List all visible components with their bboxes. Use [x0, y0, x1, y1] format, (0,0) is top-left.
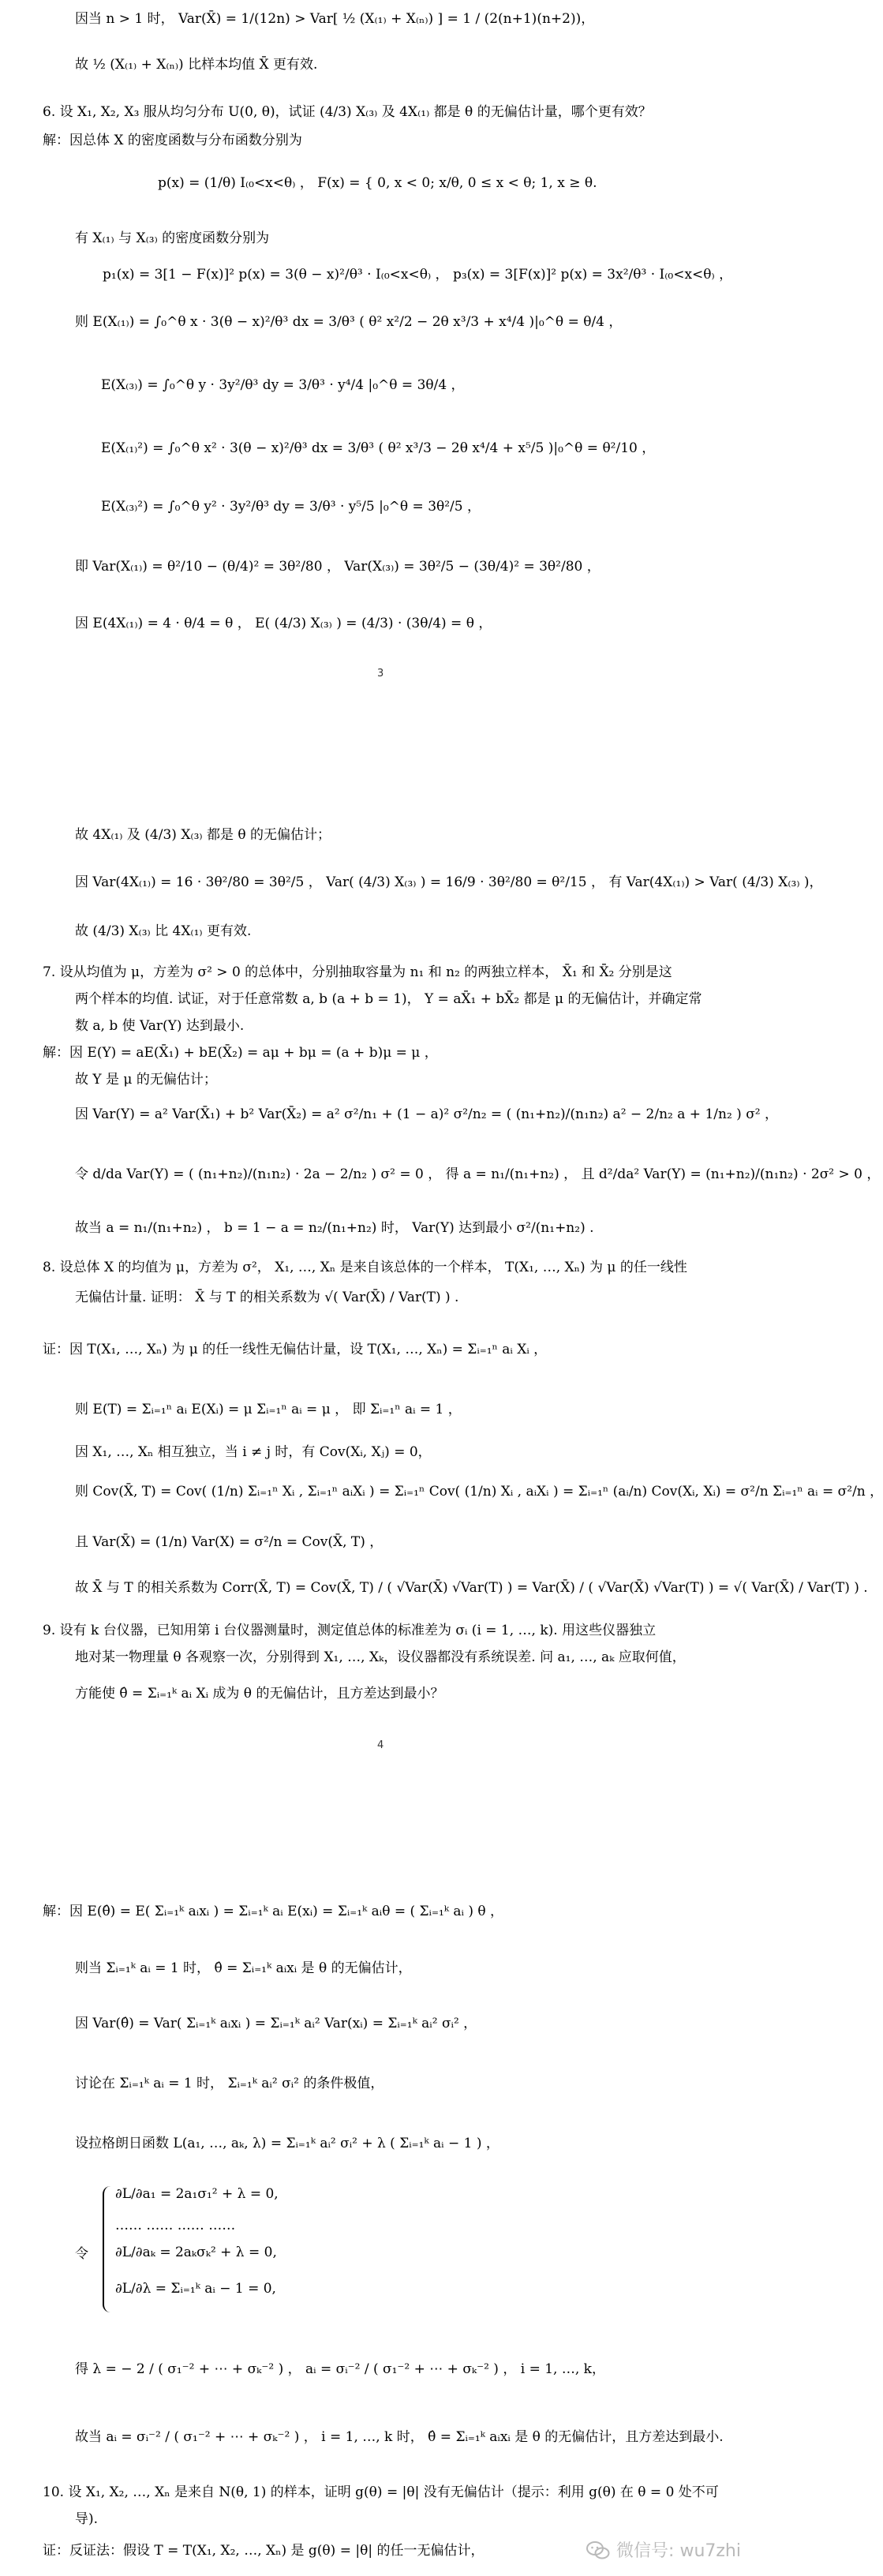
formula-line: 则 E(T) = Σᵢ₌₁ⁿ aᵢ E(Xᵢ) = μ Σᵢ₌₁ⁿ aᵢ = μ ， 即 Σᵢ₌₁ⁿ aᵢ = 1 ， [75, 1402, 462, 1417]
solution-text: 故 Y 是 μ 的无偏估计； [75, 1072, 217, 1088]
wechat-icon [586, 2540, 610, 2561]
formula-line: 得 λ = − 2 / ( σ₁⁻² + ⋯ + σₖ⁻² ) ， aᵢ = σᵢ⁻² / ( σ₁⁻² + ⋯ + σₖ⁻² ) ， i = 1, …, k， [75, 2361, 605, 2377]
formula-line: 因 E(4X₍₁₎) = 4 · θ/4 = θ ， E( (4/3) X₍₃₎ ) = (4/3) · (3θ/4) = θ ， [75, 616, 492, 631]
formula-line: 且 Var(X̄) = (1/n) Var(X) = σ²/n = Cov(X̄, T) ， [75, 1534, 384, 1550]
equation-system [103, 2186, 279, 2312]
formula-line: E(X₍₃₎) = ∫₀^θ y · 3y²/θ³ dy = 3/θ³ · y⁴/4 |₀^θ = 3θ/4 ， [101, 377, 465, 393]
page-number: 4 [377, 1739, 384, 1751]
text-line: 因当 n > 1 时， Var(X̄) = 1/(12n) > Var[ ½ (X₍₁₎ + X₍ₙ₎) ] = 1 / (2(n+1)(n+2))， [75, 11, 595, 27]
formula-line: 则 Cov(X̄, T) = Cov( (1/n) Σᵢ₌₁ⁿ Xᵢ , Σᵢ₌₁ⁿ aᵢXᵢ ) = Σᵢ₌₁ⁿ Cov( (1/n) Xᵢ , aᵢXᵢ ) = Σᵢ₌₁ⁿ (aᵢ/n) Cov(Xᵢ, Xᵢ) = σ²/n Σᵢ₌₁ⁿ aᵢ = σ²/n ， [75, 1484, 883, 1500]
question-10: 10. 设 X₁, X₂, …, Xₙ 是来自 N(θ, 1) 的样本，证明 g(θ) = |θ| 没有无偏估计（提示：利用 g(θ) 在 θ = 0 处不可 [43, 2484, 719, 2500]
question-7: 两个样本的均值. 试证，对于任意常数 a, b (a + b = 1)， Y = aX̄₁ + bX̄₂ 都是 μ 的无偏估计，并确定常 [75, 991, 702, 1007]
solution-text: 解：因 E(Y) = aE(X̄₁) + bE(X̄₂) = aμ + bμ = (a + b)μ = μ ， [43, 1045, 438, 1061]
formula-line: 设拉格朗日函数 L(a₁, …, aₖ, λ) = Σᵢ₌₁ᵏ aᵢ² σᵢ² + λ ( Σᵢ₌₁ᵏ aᵢ − 1 ) ， [75, 2136, 499, 2151]
page-number: 3 [377, 668, 384, 680]
solution-text: 解：因 E(θ̂) = E( Σᵢ₌₁ᵏ aᵢxᵢ ) = Σᵢ₌₁ᵏ aᵢ E(xᵢ) = Σᵢ₌₁ᵏ aᵢθ = ( Σᵢ₌₁ᵏ aᵢ ) θ ， [43, 1904, 503, 1919]
question-7: 7. 设从均值为 μ，方差为 σ² > 0 的总体中，分别抽取容量为 n₁ 和 n₂ 的两独立样本， X̄₁ 和 X̄₂ 分别是这 [43, 964, 672, 980]
text-line: 故 ½ (X₍₁₎ + X₍ₙ₎) 比样本均值 X̄ 更有效. [75, 57, 318, 73]
formula-line: 则 E(X₍₁₎) = ∫₀^θ x · 3(θ − x)²/θ³ dx = 3/θ³ ( θ² x²/2 − 2θ x³/3 + x⁴/4 )|₀^θ = θ/4 ， [75, 314, 623, 330]
equation: ∂L/∂λ = Σᵢ₌₁ᵏ aᵢ − 1 = 0, [115, 2281, 276, 2297]
text-line: 故 (4/3) X₍₃₎ 比 4X₍₁₎ 更有效. [75, 923, 252, 939]
formula-line: 令 d/da Var(Y) = ( (n₁+n₂)/(n₁n₂) · 2a − 2/n₂ ) σ² = 0 ， 得 a = n₁/(n₁+n₂) ， 且 d²/da² Var(Y) = (n₁+n₂)/(n₁n₂) · 2σ² > 0 ， [75, 1166, 881, 1182]
question-6: 6. 设 X₁, X₂, X₃ 服从均匀分布 U(0, θ)，试证 (4/3) X₍₃₎ 及 4X₍₁₎ 都是 θ 的无偏估计量，哪个更有效？ [43, 104, 652, 120]
solution-text: 有 X₍₁₎ 与 X₍₃₎ 的密度函数分别为 [75, 230, 270, 246]
formula-line: 讨论在 Σᵢ₌₁ᵏ aᵢ = 1 时， Σᵢ₌₁ᵏ aᵢ² σᵢ² 的条件极值， [75, 2076, 384, 2091]
formula-line: 因 Var(Y) = a² Var(X̄₁) + b² Var(X̄₂) = a² σ²/n₁ + (1 − a)² σ²/n₂ = ( (n₁+n₂)/(n₁n₂) a² − 2/n₂ a + 1/n₂ ) σ² ， [75, 1106, 779, 1122]
formula-line: p(x) = (1/θ) I₍₀<x<θ₎ ， F(x) = { 0, x < 0; x/θ, 0 ≤ x < θ; 1, x ≥ θ. [158, 175, 597, 191]
formula-line: 故当 aᵢ = σᵢ⁻² / ( σ₁⁻² + ⋯ + σₖ⁻² ) ， i = 1, …, k 时， θ̂ = Σᵢ₌₁ᵏ aᵢxᵢ 是 θ 的无偏估计，且方差达到最小. [75, 2429, 724, 2445]
question-8: 8. 设总体 X 的均值为 μ，方差为 σ²， X₁, …, Xₙ 是来自该总体的一个样本， T(X₁, …, Xₙ) 为 μ 的任一线性 [43, 1260, 687, 1275]
text-line: 故 4X₍₁₎ 及 (4/3) X₍₃₎ 都是 θ 的无偏估计； [75, 827, 331, 843]
formula-line: 因 Var(θ̂) = Var( Σᵢ₌₁ᵏ aᵢxᵢ ) = Σᵢ₌₁ᵏ aᵢ² Var(xᵢ) = Σᵢ₌₁ᵏ aᵢ² σᵢ² ， [75, 2016, 477, 2031]
text-line: 因 X₁, …, Xₙ 相互独立，当 i ≠ j 时，有 Cov(Xᵢ, Xⱼ) = 0， [75, 1444, 432, 1460]
formula-line: 即 Var(X₍₁₎) = θ²/10 − (θ/4)² = 3θ²/80 ， Var(X₍₃₎) = 3θ²/5 − (3θ/4)² = 3θ²/80 ， [75, 559, 601, 575]
proof-text: 证：因 T(X₁, …, Xₙ) 为 μ 的任一线性无偏估计量，设 T(X₁, …, Xₙ) = Σᵢ₌₁ⁿ aᵢ Xᵢ ， [43, 1342, 548, 1357]
formula-line: 故当 a = n₁/(n₁+n₂) ， b = 1 − a = n₂/(n₁+n₂) 时， Var(Y) 达到最小 σ²/(n₁+n₂) . [75, 1220, 594, 1236]
solution-text: 解：因总体 X 的密度函数与分布函数分别为 [43, 133, 302, 148]
watermark [586, 2540, 741, 2563]
text-line: 令 [75, 2246, 88, 2262]
question-9: 方能使 θ̂ = Σᵢ₌₁ᵏ aᵢ Xᵢ 成为 θ 的无偏估计，且方差达到最小？ [75, 1686, 444, 1702]
formula-line: p₁(x) = 3[1 − F(x)]² p(x) = 3(θ − x)²/θ³ · I₍₀<x<θ₎ ， p₃(x) = 3[F(x)]² p(x) = 3x²/θ³ · I₍₀<x<θ₎ ， [103, 267, 733, 283]
question-7: 数 a, b 使 Var(Y) 达到最小. [75, 1018, 245, 1034]
question-10: 导). [75, 2511, 99, 2527]
formula-line: 则当 Σᵢ₌₁ᵏ aᵢ = 1 时， θ̂ = Σᵢ₌₁ᵏ aᵢxᵢ 是 θ 的无偏估计， [75, 1960, 412, 1976]
equation: ∂L/∂a₁ = 2a₁σ₁² + λ = 0, [115, 2186, 279, 2202]
proof-text: 证：反证法：假设 T = T(X₁, X₂, …, Xₙ) 是 g(θ) = |θ| 的任一无偏估计， [43, 2543, 485, 2559]
formula-line: E(X₍₃₎²) = ∫₀^θ y² · 3y²/θ³ dy = 3/θ³ · y⁵/5 |₀^θ = 3θ²/5 ， [101, 499, 481, 515]
question-9: 地对某一物理量 θ 各观察一次，分别得到 X₁, …, Xₖ，设仪器都没有系统误差. 问 a₁, …, aₖ 应取何值， [75, 1649, 686, 1665]
formula-line: 故 X̄ 与 T 的相关系数为 Corr(X̄, T) = Cov(X̄, T) / ( √Var(X̄) √Var(T) ) = Var(X̄) / ( √Var(X̄) √Var(T) ) = √( Var(X̄) / Var(T) ) . [75, 1580, 868, 1596]
equation: ∂L/∂aₖ = 2aₖσₖ² + λ = 0, [115, 2245, 277, 2260]
watermark-text: 微信号: wu7zhi [616, 2540, 741, 2561]
question-9: 9. 设有 k 台仪器，已知用第 i 台仪器测量时，测定值总体的标准差为 σᵢ (i = 1, …, k). 用这些仪器独立 [43, 1623, 657, 1638]
equation: …… …… …… …… [115, 2218, 236, 2233]
formula-line: E(X₍₁₎²) = ∫₀^θ x² · 3(θ − x)²/θ³ dx = 3/θ³ ( θ² x³/3 − 2θ x⁴/4 + x⁵/5 )|₀^θ = θ²/10 ， [101, 440, 656, 456]
formula-line: 因 Var(4X₍₁₎) = 16 · 3θ²/80 = 3θ²/5 ， Var( (4/3) X₍₃₎ ) = 16/9 · 3θ²/80 = θ²/15 ， 有 Var(4X₍₁₎) > Var( (4/3) X₍₃₎ )， [75, 874, 823, 890]
question-8: 无偏估计量. 证明： X̄ 与 T 的相关系数为 √( Var(X̄) / Var(T) ) . [75, 1290, 459, 1305]
